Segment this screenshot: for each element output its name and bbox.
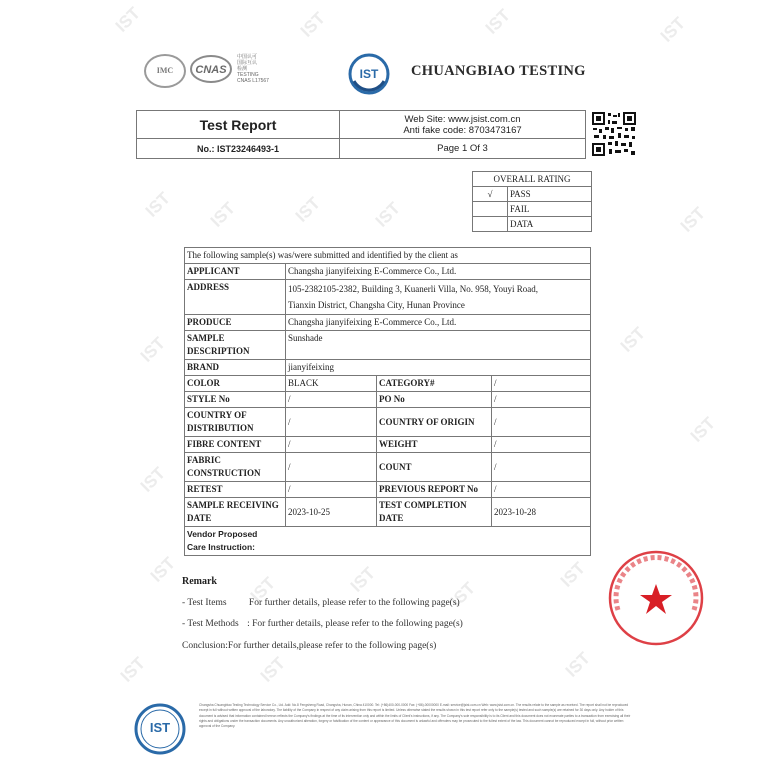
- watermark-text: IST: [206, 198, 239, 231]
- overall-rating-table: [472, 171, 592, 232]
- previous-report-label: PREVIOUS REPORT No: [377, 482, 492, 498]
- brand-label: BRAND: [185, 360, 286, 376]
- remark-label: - Test Items: [182, 598, 227, 608]
- cnas-accreditation-text: [237, 54, 269, 84]
- cnas-line: TESTING: [237, 72, 259, 78]
- watermark-text: IST: [656, 13, 689, 46]
- report-title: Test Report: [137, 111, 340, 139]
- ist-footer-logo: [134, 703, 186, 755]
- sample-receiving-date-label: [185, 498, 286, 527]
- cnas-logo: [189, 52, 233, 86]
- watermark-text: IST: [616, 323, 649, 356]
- watermark-text: IST: [111, 3, 144, 36]
- imc-seal-logo: [144, 54, 186, 88]
- report-web-info: [340, 111, 586, 139]
- fibre-content-value: /: [286, 437, 377, 453]
- fabric-construction-value: /: [286, 453, 377, 482]
- address-line: Tianxin District, Changsha City, Hunan Province: [288, 300, 465, 310]
- cnas-line: 国际互认: [237, 60, 258, 66]
- test-completion-date-label: [377, 498, 492, 527]
- label-line: COUNTRY OF: [187, 410, 247, 420]
- fibre-content-label: FIBRE CONTENT: [185, 437, 286, 453]
- brand-value: jianyifeixing: [286, 360, 591, 376]
- style-label: STYLE No: [185, 392, 286, 408]
- intro-text: The following sample(s) was/were submitted and identified by the client as: [185, 248, 591, 264]
- produce-label: PRODUCE: [185, 315, 286, 331]
- label-line: SAMPLE RECEIVING: [187, 500, 279, 510]
- watermark-text: IST: [676, 203, 709, 236]
- weight-label: WEIGHT: [377, 437, 492, 453]
- report-number: No.: IST23246493-1: [137, 139, 340, 159]
- rating-pass: PASS: [508, 187, 592, 202]
- remark-title: Remark: [182, 576, 217, 587]
- cnas-line: 中国认可: [237, 54, 258, 60]
- country-distribution-value: /: [286, 408, 377, 437]
- applicant-label: APPLICANT: [185, 264, 286, 280]
- sample-receiving-date-value: 2023-10-25: [286, 498, 377, 527]
- fabric-construction-label: [185, 453, 286, 482]
- ist-logo-text: IST: [359, 67, 379, 81]
- remark-text: For further details, please refer to the following page(s): [248, 598, 460, 608]
- address-label: ADDRESS: [185, 280, 286, 315]
- retest-value: /: [286, 482, 377, 498]
- test-completion-date-value: 2023-10-28: [492, 498, 591, 527]
- address-line: 105-2382105-2382, Building 3, Kuanerli Villa, No. 958, Youyi Road,: [288, 284, 539, 294]
- cnas-text: CNAS: [195, 64, 227, 76]
- watermark-text: IST: [141, 188, 174, 221]
- watermark-text: IST: [291, 193, 324, 226]
- watermark-text: IST: [371, 198, 404, 231]
- watermark-text: IST: [556, 558, 589, 591]
- remark-label: - Test Methods: [182, 619, 239, 629]
- page-indicator: Page 1 Of 3: [340, 139, 586, 159]
- vendor-care-instruction: [185, 527, 591, 556]
- rating-data: DATA: [508, 217, 592, 232]
- company-seal-stamp: [606, 548, 706, 648]
- remark-text: : For further details, please refer to the following page(s): [247, 619, 463, 629]
- label-line: FABRIC: [187, 455, 221, 465]
- rating-mark: [473, 202, 508, 217]
- color-value: BLACK: [286, 376, 377, 392]
- label-line: DATE: [187, 513, 212, 523]
- style-value: /: [286, 392, 377, 408]
- label-line: Care Instruction:: [187, 542, 256, 552]
- country-distribution-label: [185, 408, 286, 437]
- watermark-text: IST: [296, 8, 329, 41]
- remark-test-items: [182, 598, 460, 608]
- label-line: DATE: [379, 513, 404, 523]
- watermark-text: IST: [246, 573, 279, 606]
- previous-report-value: /: [492, 482, 591, 498]
- brand-name: CHUANGBIAO TESTING: [411, 63, 586, 79]
- website-text: Web Site: www.jsist.com.cn: [404, 113, 521, 125]
- address-value: [286, 280, 591, 315]
- watermark-text: IST: [481, 5, 514, 38]
- watermark-text: IST: [446, 578, 479, 611]
- remark-test-methods: [182, 619, 463, 629]
- watermark-text: IST: [256, 653, 289, 686]
- rating-mark: [473, 217, 508, 232]
- sample-details-table: [184, 247, 591, 556]
- anti-fake-code: Anti fake code: 8703473167: [403, 124, 522, 136]
- category-value: /: [492, 376, 591, 392]
- category-label: CATEGORY#: [377, 376, 492, 392]
- watermark-text: IST: [116, 653, 149, 686]
- retest-label: RETEST: [185, 482, 286, 498]
- qr-code-icon: [591, 111, 637, 157]
- count-value: /: [492, 453, 591, 482]
- cnas-line: 检测: [237, 66, 248, 72]
- footer-disclaimer: Changsha Chuangbiao Testing Technology Service Co., Ltd. Add: No.8 Fengsheng Road, Changsha, Hunan, China 410000. Tel: (+86)400-000-0000 Fax: (+86)-00000000 E-mail: service@jsist.com.cn Web: www.jsist.com.cn. The results relate to the sample as received. The report shall not be reproduced except in full without written approval of the laboratory. The liability of the Company in respect of any claim arising from this report is limited. Unless otherwise stated the results shown in this test report refer only to the sample(s) tested and such sample(s) are retained for 30 days only. Any holder of this document is advised that information contained hereon reflects the Company's findings at the time of its intervention only and within the limits of Client's instructions, if any. The Company's sole responsibility is to its Client and this document does not exonerate parties to a transaction from exercising all their rights and obligations under the transaction documents. Any unauthorized alteration, forgery or falsification of the content or appearance of this document is unlawful and offenders may be prosecuted to the fullest extent of the law. This document cannot be reproduced except in full, without prior written approval of the Company.: [199, 703, 631, 729]
- label-line: SAMPLE: [187, 333, 225, 343]
- weight-value: /: [492, 437, 591, 453]
- sample-description-value: Sunshade: [286, 331, 591, 360]
- label-line: DESCRIPTION: [187, 346, 250, 356]
- watermark-text: IST: [136, 333, 169, 366]
- watermark-text: IST: [561, 648, 594, 681]
- count-label: COUNT: [377, 453, 492, 482]
- label-line: CONSTRUCTION: [187, 468, 261, 478]
- sample-description-label: [185, 331, 286, 360]
- conclusion-text: Conclusion:For further details,please refer to the following page(s): [182, 641, 437, 651]
- seal-text: IMC: [156, 66, 174, 75]
- label-line: TEST COMPLETION: [379, 500, 467, 510]
- watermark-text: IST: [136, 463, 169, 496]
- watermark-text: IST: [686, 413, 719, 446]
- rating-title: OVERALL RATING: [473, 172, 592, 187]
- po-label: PO No: [377, 392, 492, 408]
- label-line: DISTRIBUTION: [187, 423, 254, 433]
- country-origin-value: /: [492, 408, 591, 437]
- rating-mark: √: [473, 187, 508, 202]
- watermark-text: IST: [146, 553, 179, 586]
- label-line: Vendor Proposed: [187, 529, 258, 539]
- po-value: /: [492, 392, 591, 408]
- ist-footer-logo-text: IST: [149, 720, 171, 735]
- country-origin-label: COUNTRY OF ORIGIN: [377, 408, 492, 437]
- applicant-value: Changsha jianyifeixing E-Commerce Co., Ltd.: [286, 264, 591, 280]
- watermark-text: IST: [346, 563, 379, 596]
- cnas-line: CNAS L17567: [237, 78, 269, 84]
- rating-fail: FAIL: [508, 202, 592, 217]
- color-label: COLOR: [185, 376, 286, 392]
- report-header-table: [136, 110, 586, 159]
- produce-value: Changsha jianyifeixing E-Commerce Co., Ltd.: [286, 315, 591, 331]
- ist-logo: [348, 53, 390, 95]
